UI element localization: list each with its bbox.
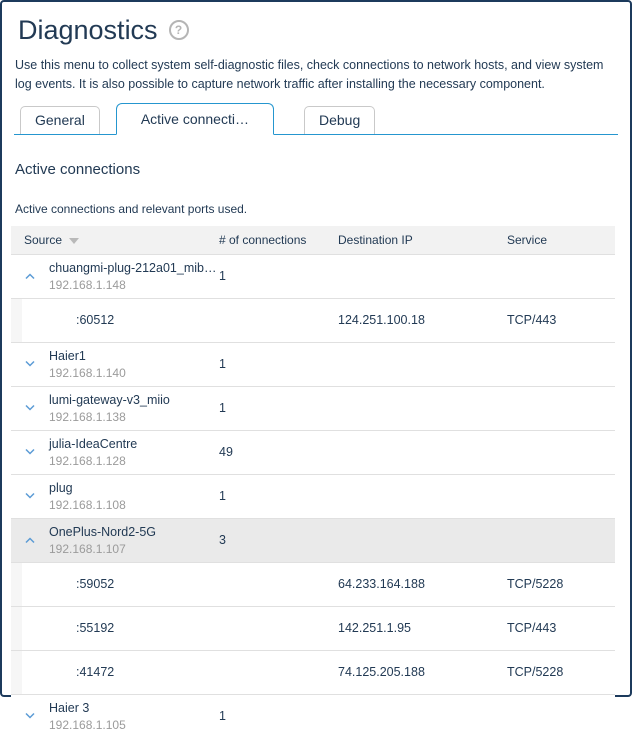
connections-count: 1	[219, 709, 226, 723]
device-info	[49, 475, 126, 518]
connections-count: 1	[219, 489, 226, 503]
connections-table	[11, 226, 615, 738]
device-info	[49, 695, 126, 738]
device-info	[49, 387, 170, 430]
child-row-gutter	[11, 607, 22, 650]
device-ip: 192.168.1.108	[49, 497, 126, 512]
column-header-destination-ip[interactable]: Destination IP	[338, 232, 413, 247]
device-ip: 192.168.1.105	[49, 717, 126, 732]
device-name: lumi-gateway-v3_miio	[49, 392, 170, 407]
table-row-device[interactable]	[11, 518, 615, 562]
connections-count: 49	[219, 445, 233, 459]
source-port: :55192	[76, 621, 115, 635]
page-header	[18, 14, 614, 46]
table-row-device[interactable]	[11, 342, 615, 386]
device-info	[49, 431, 137, 474]
sort-desc-icon	[69, 238, 79, 244]
table-body	[11, 254, 615, 738]
device-info	[49, 343, 126, 386]
tab-general[interactable]: General	[20, 106, 100, 134]
chevron-down-icon[interactable]	[11, 492, 49, 501]
device-name: julia-IdeaCentre	[49, 436, 138, 451]
destination-ip: 124.251.100.18	[338, 313, 425, 327]
source-port: :60512	[76, 313, 115, 327]
service: TCP/5228	[507, 665, 564, 679]
device-ip: 192.168.1.128	[49, 453, 126, 468]
column-header-source[interactable]	[11, 233, 219, 247]
tab-debug[interactable]: Debug	[304, 106, 375, 134]
table-row-connection	[11, 650, 615, 694]
device-name: plug	[49, 480, 73, 495]
chevron-down-icon[interactable]	[11, 448, 49, 457]
table-header	[11, 226, 615, 254]
connections-count: 1	[219, 401, 226, 415]
device-ip: 192.168.1.138	[49, 409, 126, 424]
table-row-device[interactable]	[11, 386, 615, 430]
table-row-device[interactable]	[11, 694, 615, 738]
section-subtext: Active connections and relevant ports used.	[15, 201, 248, 216]
service: TCP/443	[507, 621, 557, 635]
table-row-device[interactable]	[11, 430, 615, 474]
device-ip: 192.168.1.148	[49, 277, 126, 292]
device-name: Haier 3	[49, 700, 90, 715]
page-title: Diagnostics	[18, 15, 158, 45]
table-row-connection	[11, 562, 615, 606]
device-info	[49, 519, 156, 562]
device-ip: 192.168.1.140	[49, 365, 126, 380]
chevron-up-icon[interactable]	[11, 536, 49, 545]
device-name: chuangmi-plug-212a01_mib…	[49, 260, 217, 275]
tab-bar	[14, 103, 618, 135]
section-heading: Active connections	[15, 160, 141, 178]
tab-active-connections[interactable]: Active connecti…	[116, 103, 274, 135]
device-name: OnePlus-Nord2-5G	[49, 524, 156, 539]
child-row-gutter	[11, 299, 22, 342]
device-ip: 192.168.1.107	[49, 541, 126, 556]
connections-count: 1	[219, 269, 226, 283]
column-header-source-label: Source	[24, 232, 63, 247]
source-port: :59052	[76, 577, 115, 591]
help-icon[interactable]: ?	[169, 20, 189, 40]
destination-ip: 74.125.205.188	[338, 665, 425, 679]
column-header-service[interactable]: Service	[507, 232, 548, 247]
table-row-connection	[11, 606, 615, 650]
service: TCP/443	[507, 313, 557, 327]
table-row-device[interactable]	[11, 474, 615, 518]
table-row-connection	[11, 298, 615, 342]
connections-count: 1	[219, 357, 226, 371]
device-info	[49, 255, 216, 298]
connections-count: 3	[219, 533, 226, 547]
child-row-gutter	[11, 563, 22, 606]
table-row-device[interactable]	[11, 254, 615, 298]
destination-ip: 142.251.1.95	[338, 621, 411, 635]
chevron-down-icon[interactable]	[11, 360, 49, 369]
child-row-gutter	[11, 651, 22, 694]
device-name: Haier1	[49, 348, 86, 363]
source-port: :41472	[76, 665, 115, 679]
chevron-down-icon[interactable]	[11, 712, 49, 721]
chevron-up-icon[interactable]	[11, 272, 49, 281]
page-description: Use this menu to collect system self-diagnostic files, check connections to network hosts, and view system log events. It is also possible to capture network traffic after installing the necessary component.	[15, 58, 604, 91]
destination-ip: 64.233.164.188	[338, 577, 425, 591]
service: TCP/5228	[507, 577, 564, 591]
column-header-connections[interactable]: # of connections	[219, 232, 307, 247]
chevron-down-icon[interactable]	[11, 404, 49, 413]
